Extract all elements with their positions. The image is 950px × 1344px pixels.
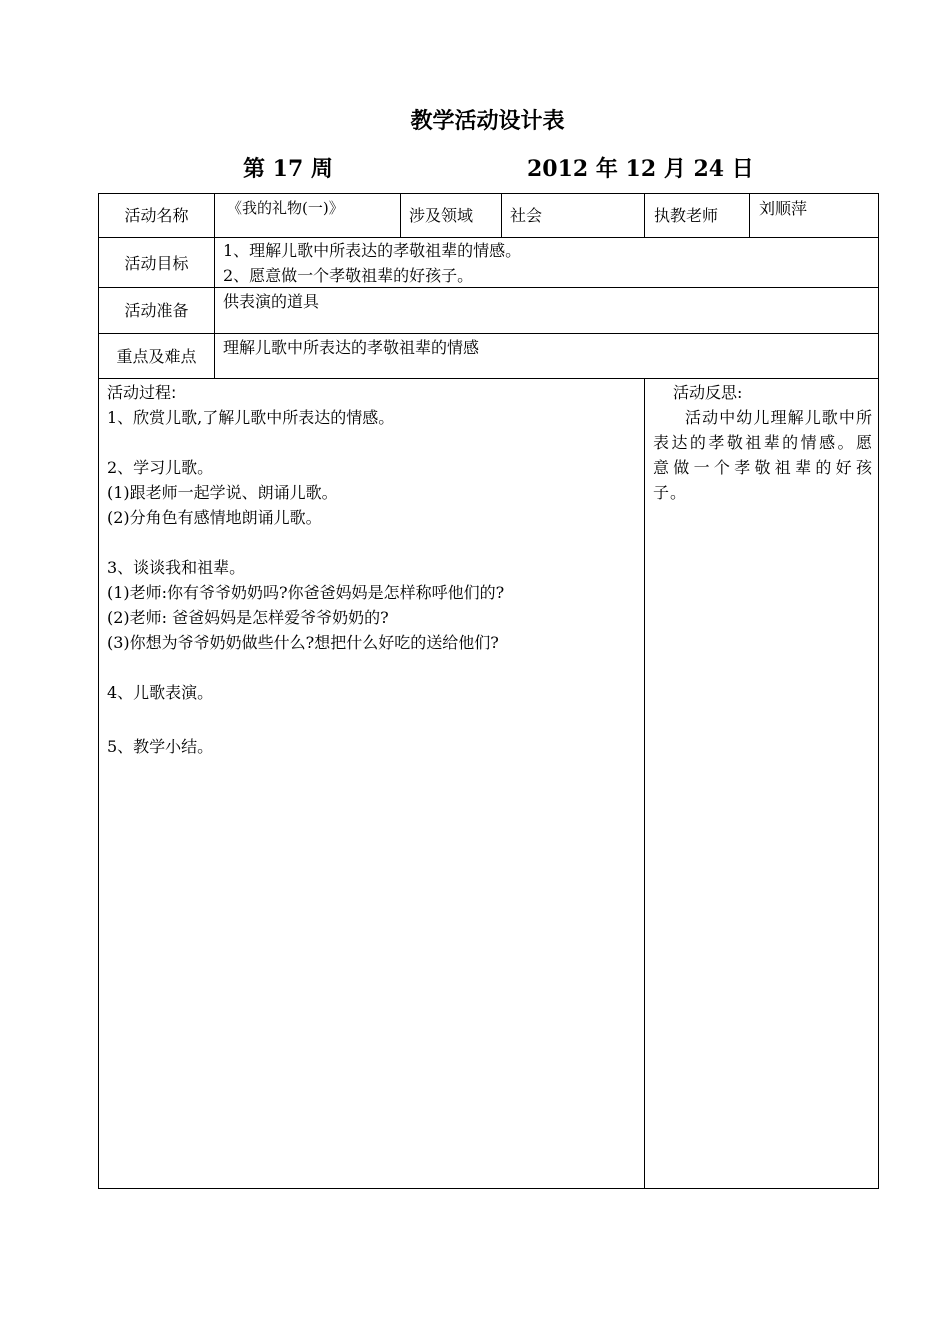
reflection-heading: 活动反思: (673, 383, 743, 402)
activity-name-label: 活动名称 (124, 206, 189, 225)
process-step: 5、教学小结。 (107, 737, 214, 756)
prep-label: 活动准备 (124, 301, 189, 320)
process-step: 2、学习儿歌。 (107, 458, 214, 477)
activity-name-value: 《我的礼物(一)》 (227, 199, 344, 217)
process-step: 3、谈谈我和祖辈。 (107, 558, 246, 577)
domain-label: 涉及领域 (409, 206, 474, 225)
domain-value: 社会 (510, 206, 543, 225)
goal-item: 2、愿意做一个孝敬祖辈的好孩子。 (223, 266, 474, 285)
lesson-plan-table (98, 193, 879, 1189)
goal-value (223, 238, 521, 288)
process-substep: (1)老师:你有爷爷奶奶吗?你爸爸妈妈是怎样称呼他们的? (107, 583, 505, 602)
process-substep: (2)老师: 爸爸妈妈是怎样爱爷爷奶奶的? (107, 608, 389, 627)
process-substep: (3)你想为爷爷奶奶做些什么?想把什么好吃的送给他们? (107, 633, 499, 652)
process-heading: 活动过程: (107, 383, 177, 402)
process-section (107, 380, 642, 759)
teacher-value: 刘顺萍 (759, 199, 808, 218)
date-label: 2012 年 12 月 24 日 (527, 156, 754, 182)
reflection-text: 活动中幼儿理解儿歌中所表达的孝敬祖辈的情感。愿意做一个孝敬祖辈的好孩子。 (653, 408, 873, 502)
process-substep: (2)分角色有感情地朗诵儿歌。 (107, 508, 322, 527)
process-substep: (1)跟老师一起学说、朗诵儿歌。 (107, 483, 338, 502)
week-label: 第 17 周 (243, 156, 333, 182)
process-step: 1、欣赏儿歌,了解儿歌中所表达的情感。 (107, 408, 395, 427)
key-points-value: 理解儿歌中所表达的孝敬祖辈的情感 (223, 338, 480, 357)
reflection-section (653, 380, 873, 505)
key-points-label: 重点及难点 (116, 347, 197, 366)
goal-item: 1、理解儿歌中所表达的孝敬祖辈的情感。 (223, 241, 522, 260)
prep-value: 供表演的道具 (223, 292, 320, 311)
process-step: 4、儿歌表演。 (107, 683, 214, 702)
goal-label: 活动目标 (124, 254, 189, 273)
page-title: 教学活动设计表 (410, 108, 565, 134)
teacher-label: 执教老师 (654, 206, 719, 225)
